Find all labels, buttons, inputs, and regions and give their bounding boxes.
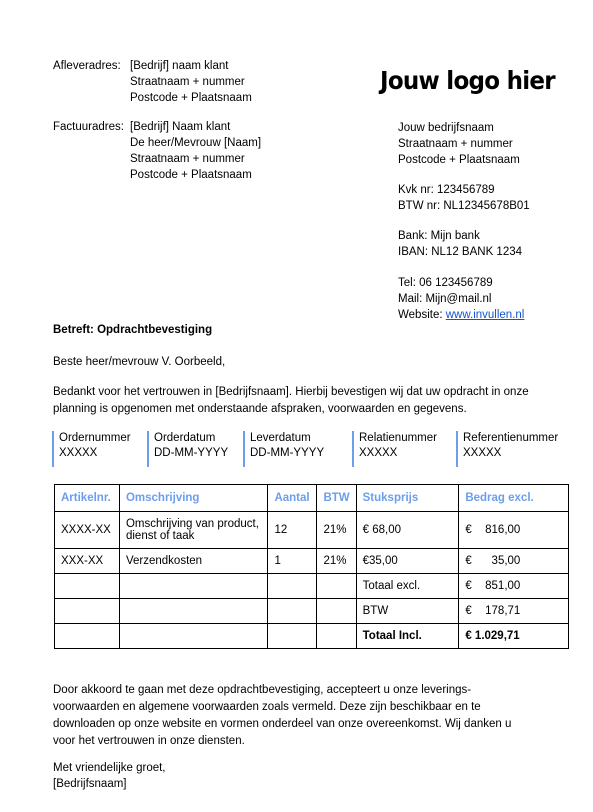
invoice-address-label: Factuuradres: bbox=[53, 121, 124, 133]
signature: [Bedrijfsnaam] bbox=[53, 778, 127, 790]
company-registration bbox=[398, 182, 530, 214]
intro-paragraph: Bedankt voor het vertrouwen in [Bedrijfsnaam]. Hierbij bevestigen wij dat uw opdracht in onze planning is opgenomen met onderstaande afspraken, voorwaarden en gegevens. bbox=[53, 386, 529, 415]
meta-order-date bbox=[147, 431, 228, 467]
empty-cell bbox=[119, 599, 267, 624]
cell-quantity: 1 bbox=[268, 549, 317, 574]
meta-label: Leverdatum bbox=[250, 432, 311, 444]
amount-value: 178,71 bbox=[485, 605, 521, 617]
total-excl-label: Totaal excl. bbox=[356, 574, 459, 599]
invoice-address bbox=[130, 119, 261, 183]
column-header-vat: BTW bbox=[317, 485, 356, 512]
company-city: Postcode + Plaatsnaam bbox=[398, 154, 520, 166]
company-iban: IBAN: NL12 BANK 1234 bbox=[398, 246, 523, 258]
column-header-unit-price: Stuksprijs bbox=[356, 485, 459, 512]
company-website bbox=[398, 307, 524, 323]
company-logo: Jouw logo hier bbox=[380, 66, 555, 95]
empty-cell bbox=[268, 624, 317, 649]
cell-article: XXXX-XX bbox=[55, 512, 120, 549]
meta-value: XXXXX bbox=[59, 447, 98, 459]
company-street: Straatnaam + nummer bbox=[398, 138, 513, 150]
meta-value: XXXXX bbox=[463, 447, 502, 459]
greeting: Beste heer/mevrouw V. Oorbeeld, bbox=[53, 356, 226, 368]
empty-cell bbox=[55, 624, 120, 649]
company-btw: BTW nr: NL12345678B01 bbox=[398, 200, 530, 212]
company-name: Jouw bedrijfsnaam bbox=[398, 122, 494, 134]
delivery-address-label: Afleveradres: bbox=[53, 60, 121, 72]
delivery-address-line: Straatnaam + nummer bbox=[130, 76, 245, 88]
cell-article: XXX-XX bbox=[55, 549, 120, 574]
delivery-address bbox=[130, 58, 252, 106]
meta-reference-number bbox=[456, 431, 558, 467]
empty-cell bbox=[317, 574, 356, 599]
meta-label: Relatienummer bbox=[359, 432, 437, 444]
items-table bbox=[54, 484, 569, 649]
vat-total-amount bbox=[459, 599, 569, 624]
amount-value: 851,00 bbox=[485, 580, 521, 592]
table-header-row bbox=[55, 485, 569, 512]
empty-cell bbox=[119, 574, 267, 599]
empty-cell bbox=[55, 599, 120, 624]
totals-row bbox=[55, 624, 569, 649]
meta-value: DD-MM-YYYY bbox=[154, 447, 229, 459]
invoice-address-line: De heer/Mevrouw [Naam] bbox=[130, 137, 262, 149]
cell-amount bbox=[459, 549, 569, 574]
company-contact bbox=[398, 275, 524, 323]
company-details bbox=[398, 120, 520, 168]
invoice-address-line: Straatnaam + nummer bbox=[130, 153, 245, 165]
invoice-address-line: Postcode + Plaatsnaam bbox=[130, 169, 252, 181]
cell-quantity: 12 bbox=[268, 512, 317, 549]
cell-vat: 21% bbox=[317, 549, 356, 574]
totals-row bbox=[55, 574, 569, 599]
meta-label: Ordernummer bbox=[59, 432, 131, 444]
amount-value: 816,00 bbox=[485, 524, 521, 536]
company-bank bbox=[398, 228, 522, 260]
delivery-address-line: Postcode + Plaatsnaam bbox=[130, 92, 252, 104]
meta-order-number bbox=[52, 431, 131, 467]
empty-cell bbox=[317, 599, 356, 624]
column-header-description: Omschrijving bbox=[119, 485, 267, 512]
cell-description: Omschrijving van product, dienst of taak bbox=[119, 512, 267, 549]
cell-unit-price: € 68,00 bbox=[356, 512, 459, 549]
total-excl-amount bbox=[459, 574, 569, 599]
empty-cell bbox=[268, 599, 317, 624]
column-header-quantity: Aantal bbox=[268, 485, 317, 512]
total-incl-label: Totaal Incl. bbox=[356, 624, 459, 649]
empty-cell bbox=[317, 624, 356, 649]
meta-value: XXXXX bbox=[359, 447, 398, 459]
meta-relation-number bbox=[352, 431, 437, 467]
cell-amount bbox=[459, 512, 569, 549]
company-kvk: Kvk nr: 123456789 bbox=[398, 184, 495, 196]
cell-unit-price: €35,00 bbox=[356, 549, 459, 574]
company-bank-name: Bank: Mijn bank bbox=[398, 230, 480, 242]
amount-value: 35,00 bbox=[491, 555, 521, 567]
currency-symbol: € bbox=[465, 605, 472, 617]
currency-symbol: € bbox=[465, 555, 472, 567]
total-incl-amount: € 1.029,71 bbox=[459, 624, 569, 649]
empty-cell bbox=[119, 624, 267, 649]
vat-total-label: BTW bbox=[356, 599, 459, 624]
company-tel: Tel: 06 123456789 bbox=[398, 277, 493, 289]
meta-label: Referentienummer bbox=[463, 432, 559, 444]
currency-symbol: € bbox=[465, 580, 472, 592]
column-header-amount: Bedrag excl. bbox=[459, 485, 569, 512]
company-website-label: Website: bbox=[398, 309, 446, 321]
signoff: Met vriendelijke groet, bbox=[53, 762, 166, 774]
company-mail: Mail: Mijn@mail.nl bbox=[398, 293, 492, 305]
company-website-link[interactable]: www.invullen.nl bbox=[445, 309, 525, 321]
cell-description: Verzendkosten bbox=[119, 549, 267, 574]
column-header-article: Artikelnr. bbox=[55, 485, 120, 512]
closing-paragraph: Door akkoord te gaan met deze opdrachtbevestiging, accepteert u onze leverings- voorwaarden en algemene voorwaarden zoals vermeld. Deze zijn beschikbaar en te downloaden op onze website en vormen onderdeel van onze overeenkomst. Wij danken u voor het vertrouwen in onze diensten. bbox=[53, 684, 512, 747]
subject-line: Betreft: Opdrachtbevestiging bbox=[53, 324, 213, 336]
cell-vat: 21% bbox=[317, 512, 356, 549]
meta-value: DD-MM-YYYY bbox=[250, 447, 325, 459]
table-row bbox=[55, 512, 569, 549]
meta-delivery-date bbox=[243, 431, 324, 467]
meta-label: Orderdatum bbox=[154, 432, 216, 444]
empty-cell bbox=[55, 574, 120, 599]
table-row bbox=[55, 549, 569, 574]
totals-row bbox=[55, 599, 569, 624]
delivery-address-line: [Bedrijf] naam klant bbox=[130, 60, 229, 72]
currency-symbol: € bbox=[465, 524, 472, 536]
empty-cell bbox=[268, 574, 317, 599]
invoice-address-line: [Bedrijf] Naam klant bbox=[130, 121, 231, 133]
